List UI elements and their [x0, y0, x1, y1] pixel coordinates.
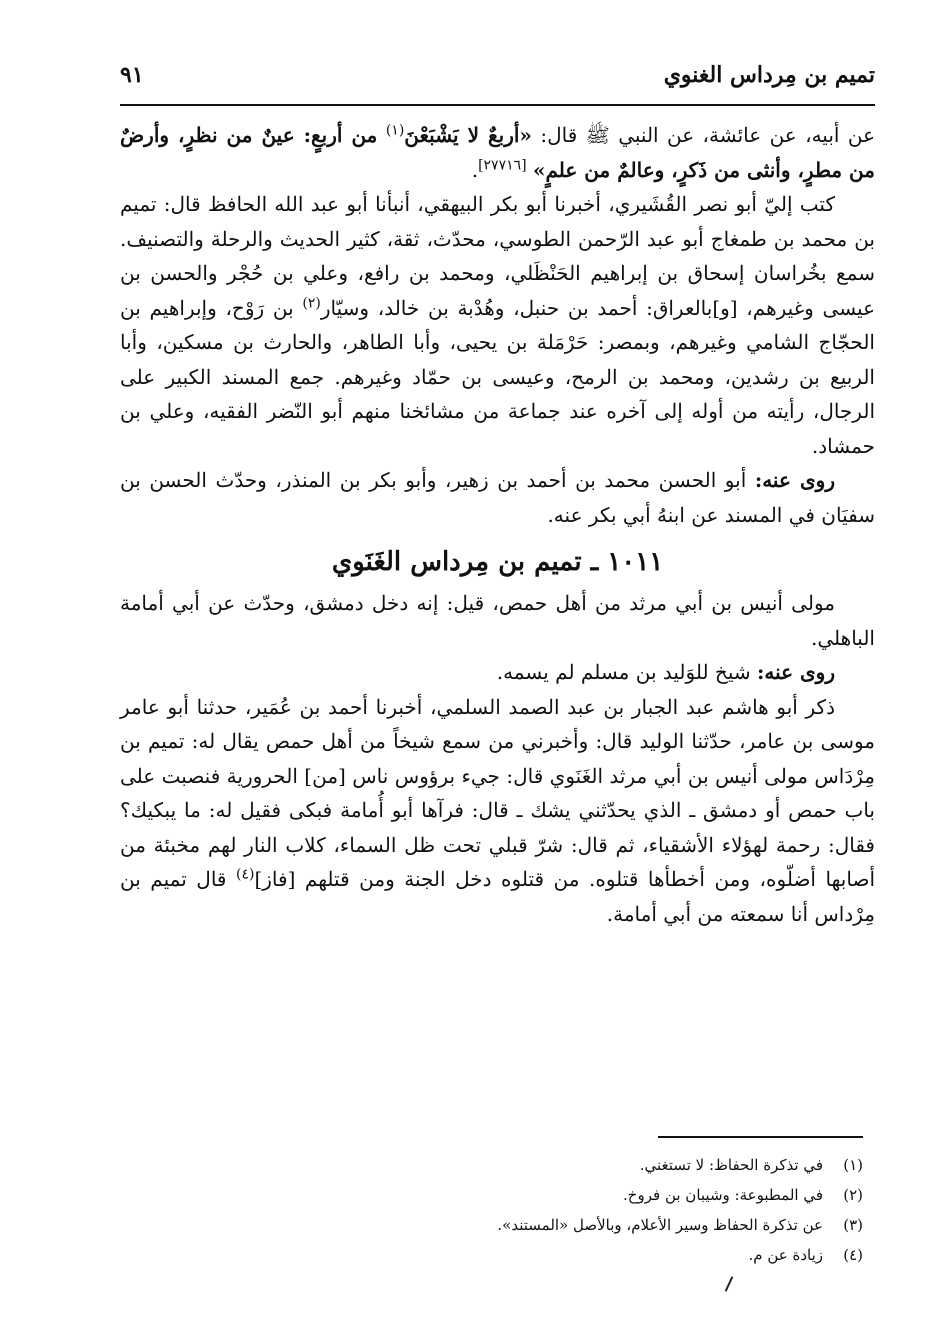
pen-mark — [725, 1276, 734, 1291]
paragraph-text: . — [471, 157, 479, 182]
footnote-text: زيادة عن م. — [748, 1246, 823, 1264]
footnote-ref: (١) — [385, 122, 405, 139]
footnote-number: (٢) — [843, 1186, 863, 1204]
paragraph-text: بن رَوْح، وإبراهيم بن الحجّاج الشامي وغيرهم، وبمصر: حَرْمَلة بن يحيى، وأبا الطاهر، والحارث بن مسكين، وأبا الربيع بن رشدين، ومحمد بن الرمح، وعيسى بن حمّاد وغيرهم. جمع المسند الكبير على الرجال، رأيته من أوله إلى آخره عند جماعة من مشائخنا منهم أبو النّضر الفقيه، وعلي بن حمشاد. — [120, 295, 875, 458]
paragraph-narration — [120, 690, 875, 932]
paragraph-hadith — [120, 118, 875, 187]
paragraph-text: مولى أنيس بن أبي مرثد من أهل حمص، قيل: إنه دخل دمشق، وحدّث عن أبي أمامة الباهلي. — [120, 591, 875, 650]
paragraph-text: عن أبيه، عن عائشة، عن النبي ﷺ قال: — [540, 123, 876, 147]
footnote-text: في المطبوعة: وشيبان بن فروخ. — [623, 1186, 823, 1204]
hadith-quote: «أربعٌ لا يَشْبَعْنَ — [404, 123, 532, 147]
paragraph-text: شيخ للوَليد بن مسلم لم يسمه. — [496, 660, 751, 684]
hadith-number: [٢٧٧١٦] — [478, 156, 527, 173]
paragraph-text: ذكر أبو هاشم عبد الجبار بن عبد الصمد السلمي، أخبرنا أحمد بن عُمَير، حدثنا أبو عامر موسى بن عامر، حدّثنا الوليد قال: وأخبرني من سمع شيخاً من أهل حمص يقال له: تميم بن مِرْدَاس مولى أنيس بن أبي مرثد الغَنَوي قال: جيء برؤوس ناس [من] الحرورية فنصبت على باب حمص أو دمشق ـ الذي يحدّثني يشك ـ قال: فرآها أبو أُمامة فبكى فقيل له: ما يبكيك؟ فقال: رحمة لهؤلاء الأشقياء، ثم قال: شرّ قبلي تحت ظل السماء، كلاب النار لهم مخبئة من أصابها أضلّوه، ومن أخطأها قتلوه. من قتلوه دخل الجنة ومن قتلهم [فاز] — [120, 694, 876, 891]
paragraph-text: أبو الحسن محمد بن أحمد بن زهير، وأبو بكر بن المنذر، وحدّث الحسن بن سفيَان في المسند عن ابنهُ أبي بكر عنه. — [120, 468, 875, 527]
paragraph-narrators-2 — [120, 655, 875, 690]
footnote-ref: (٤) — [236, 866, 255, 883]
entry-heading: ١٠١١ ـ تميم بن مِرداس الغَنَوي — [331, 547, 664, 577]
main-text — [120, 118, 875, 931]
paragraph-text: كتب إليّ أبو نصر القُشَيري، أخبرنا أبو بكر البيهقي، أنبأنا أبو عبد الله الحافظ قال: تميم بن محمد بن طمغاج أبو عبد الرّحمن الطوسي، محدّث، ثقة، كثير الحديث والرحلة والتصنيف. سمع بخُراسان إسحاق بن إبراهيم الحَنْظَلي، ومحمد بن رافع، وعلي بن حُجْر والحسن بن عيسى وغيرهم، [و]بالعراق: أحمد بن حنبل، وهُدْبة بن خالد، وسيّار — [120, 192, 875, 320]
footnote-text: في تذكرة الحفاظ: لا تستغني. — [639, 1156, 823, 1174]
footnote — [300, 1150, 863, 1180]
footnote-ref: (٢) — [302, 294, 321, 311]
footnote-number: (٣) — [843, 1216, 863, 1234]
lead-label: روى عنه: — [754, 468, 836, 492]
header-rule — [120, 104, 875, 106]
page-number: ٩١ — [120, 62, 144, 88]
running-head: تميم بن مِرداس الغنوي — [663, 62, 875, 88]
paragraph-narrators — [120, 463, 875, 532]
hadith-quote: من أربعٍ: عينٌ من نظرٍ، وأرضٌ من مطرٍ، وأنثى من ذَكرٍ، وعالمٌ من علمٍ» — [120, 123, 875, 182]
footnote — [300, 1180, 863, 1210]
footnotes — [300, 1150, 863, 1270]
lead-label: روى عنه: — [756, 660, 835, 684]
paragraph-text: قال تميم بن مِرْداس أنا سمعته من أبي أمامة. — [120, 867, 875, 926]
footnote-number: (١) — [843, 1156, 863, 1174]
footnote — [300, 1240, 863, 1270]
paragraph-biography — [120, 187, 875, 463]
footnote-number: (٤) — [843, 1246, 863, 1264]
paragraph-entry — [120, 586, 875, 655]
footnote-rule — [658, 1136, 863, 1138]
footnote — [300, 1210, 863, 1240]
footnote-text: عن تذكرة الحفاظ وسير الأعلام، وبالأصل «المستند». — [497, 1216, 823, 1234]
page-header — [120, 58, 875, 98]
